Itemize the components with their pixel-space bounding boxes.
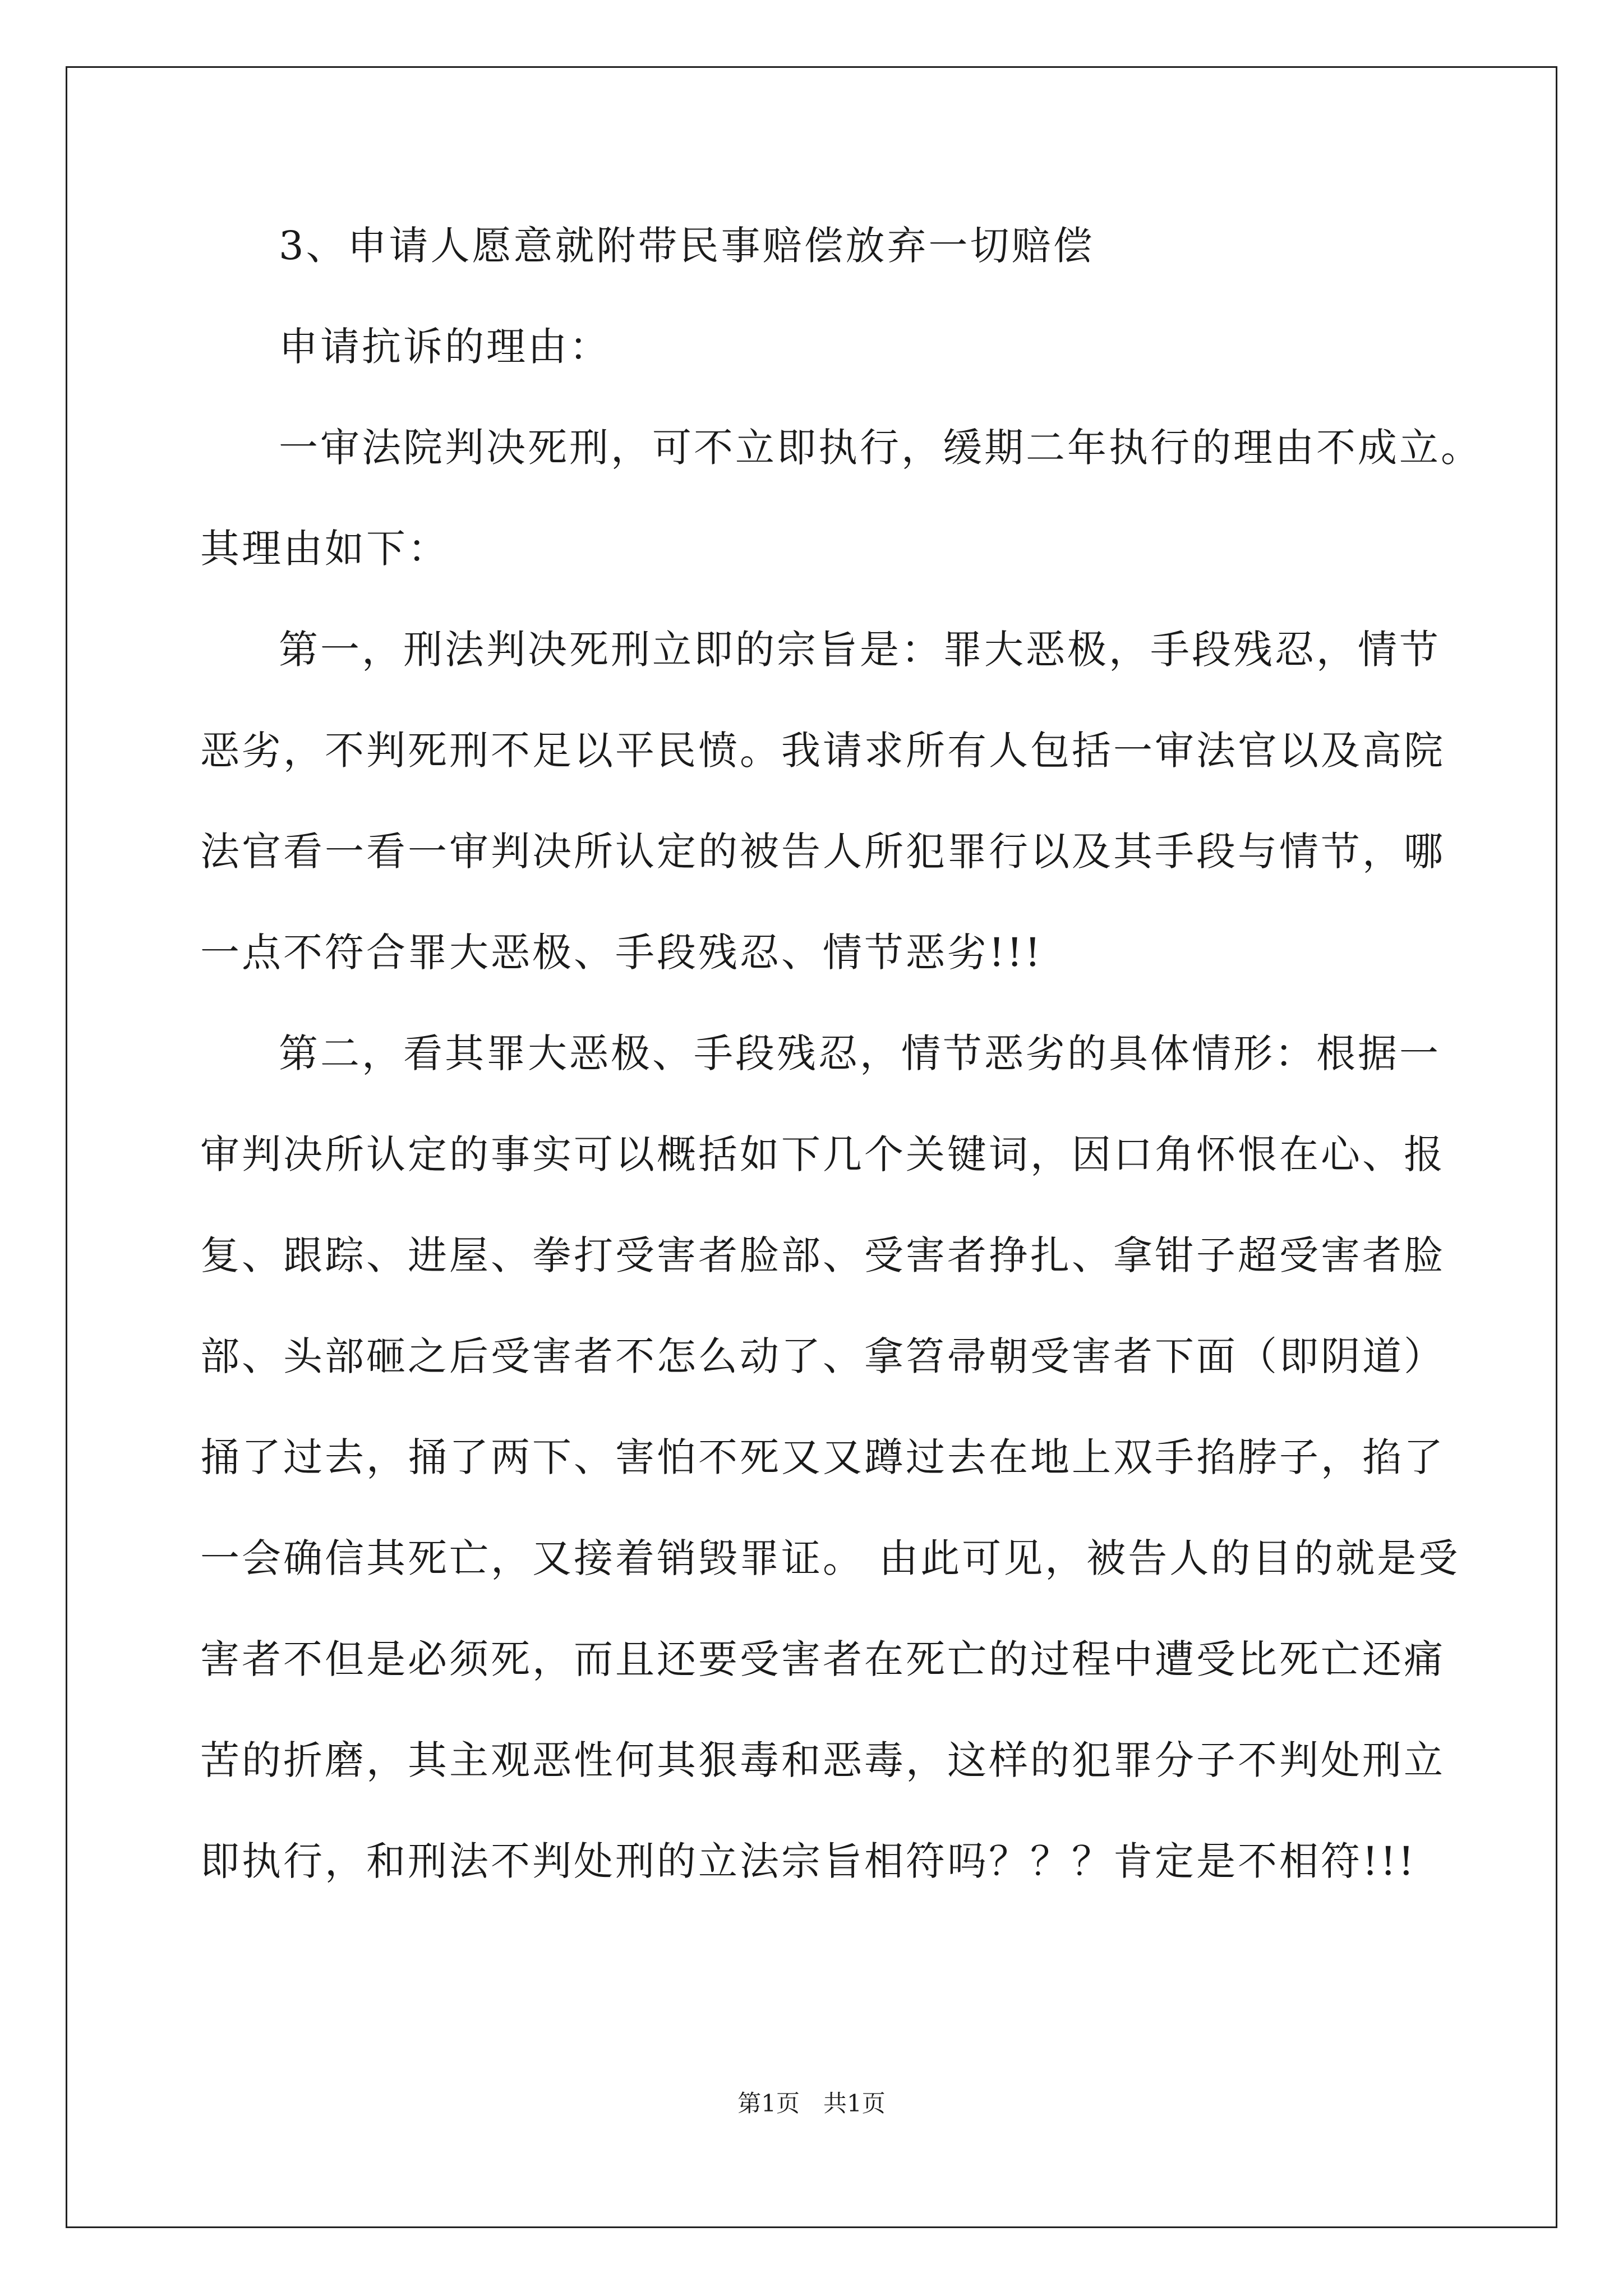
paragraph-line: 复、跟踪、进屋、拳打受害者脸部、受害者挣扎、拿钳子超受害者脸: [200, 1232, 1445, 1278]
paragraph-line: 捅了过去，捅了两下、害怕不死又又蹲过去在地上双手掐脖子，掐了: [200, 1434, 1445, 1480]
paragraph-line: 一审法院判决死刑，可不立即执行，缓期二年执行的理由不成立。: [279, 425, 1482, 471]
paragraph-line: 3、申请人愿意就附带民事赔偿放弃一切赔偿: [279, 223, 1095, 269]
paragraph-line: 恶劣，不判死刑不足以平民愤。我请求所有人包括一审法官以及高院: [200, 728, 1445, 774]
paragraph-line: 第一，刑法判决死刑立即的宗旨是：罪大恶极，手段残忍，情节: [279, 627, 1441, 673]
paragraph-line: 一点不符合罪大恶极、手段残忍、情节恶劣!!!: [200, 930, 1043, 976]
paragraph-line: 一会确信其死亡，又接着销毁罪证。 由此可见，被告人的目的就是受: [200, 1535, 1460, 1581]
paragraph-line: 即执行，和刑法不判处刑的立法宗旨相符吗？？？肯定是不相符!!!: [200, 1838, 1417, 1884]
paragraph-line: 审判决所认定的事实可以概括如下几个关键词，因口角怀恨在心、报: [200, 1131, 1445, 1177]
paragraph-line: 申请抗诉的理由：: [279, 324, 611, 370]
paragraph-line: 法官看一看一审判决所认定的被告人所犯罪行以及其手段与情节，哪: [200, 829, 1445, 875]
paragraph-line: 第二，看其罪大恶极、手段残忍，情节恶劣的具体情形：根据一: [279, 1030, 1441, 1076]
paragraph-line: 害者不但是必须死，而且还要受害者在死亡的过程中遭受比死亡还痛: [200, 1636, 1445, 1682]
paragraph-line: 部、头部砸之后受害者不怎么动了、拿笤帚朝受害者下面（即阴道）: [200, 1333, 1445, 1379]
paragraph-line: 苦的折磨，其主观恶性何其狠毒和恶毒，这样的犯罪分子不判处刑立: [200, 1737, 1445, 1783]
page-number-footer: 第1页 共1页: [737, 2090, 886, 2117]
paragraph-line: 其理由如下：: [200, 526, 449, 572]
